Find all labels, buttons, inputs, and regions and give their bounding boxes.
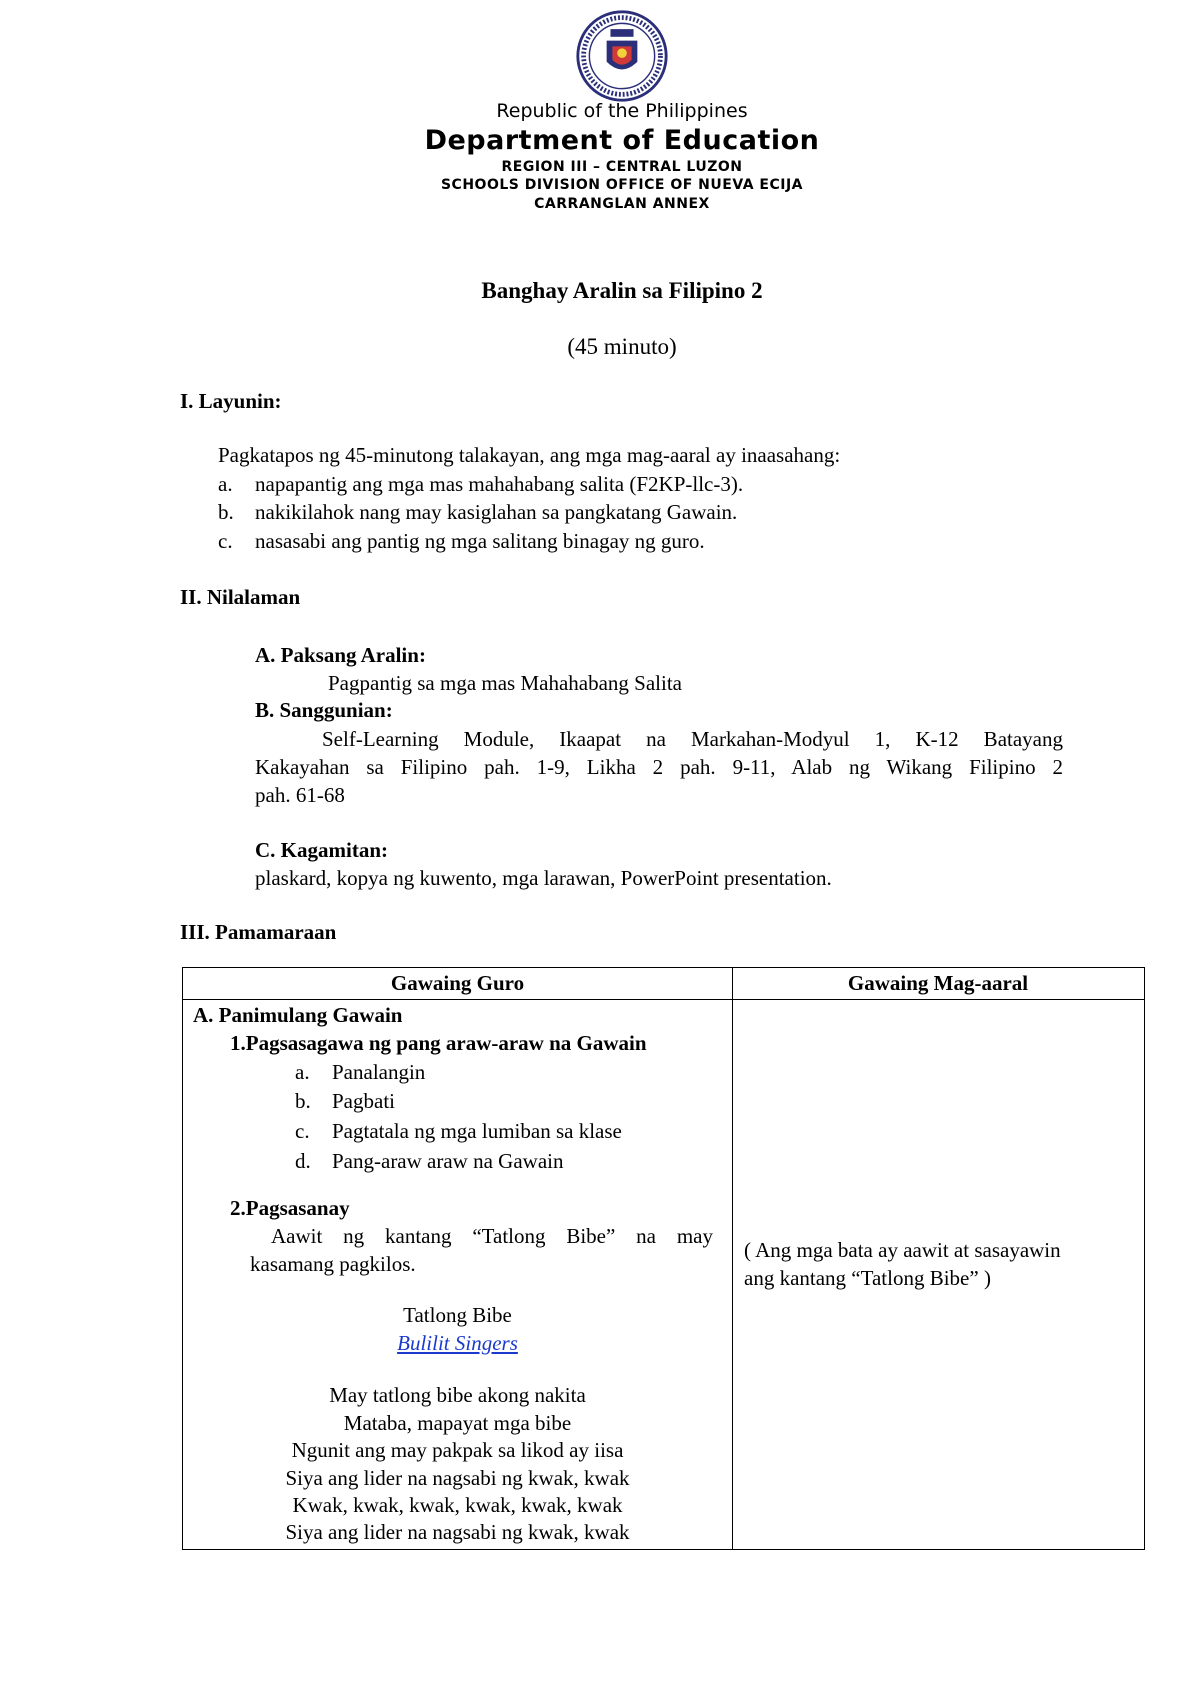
header-divider (183, 999, 1144, 1000)
lyric-line: Mataba, mapayat mga bibe (343, 1411, 572, 1435)
list-text: nasasabi ang pantig ng mga salitang binagay ng guro. (255, 529, 705, 553)
list-marker: a. (218, 472, 233, 496)
column-header-guro: Gawaing Guro (390, 971, 525, 995)
sub1-item (295, 1117, 622, 1145)
pamamaraan-heading: III. Pamamaraan (180, 920, 337, 944)
list-marker: d. (295, 1149, 311, 1173)
nilalaman-heading: II. Nilalaman (180, 585, 301, 609)
sub2-line: Aawit ng kantang “Tatlong Bibe” na may (271, 1224, 713, 1248)
sanggunian-line: Kakayahan sa Filipino pah. 1-9, Likha 2 pah. 9-11, Alab ng Wikang Filipino 2 (255, 755, 1063, 779)
sub2-line: kasamang pagkilos. (250, 1252, 416, 1276)
kagamitan-label: C. Kagamitan: (255, 838, 388, 862)
region-text: REGION III – CENTRAL LUZON (501, 159, 743, 175)
list-marker: b. (295, 1089, 311, 1113)
list-text: napapantig ang mga mas mahahabang salita (F2KP-llc-3). (255, 472, 744, 496)
list-text: Panalangin (332, 1060, 426, 1084)
list-marker: c. (218, 529, 233, 553)
layunin-item (218, 500, 737, 525)
sanggunian-line: Self-Learning Module, Ikaapat na Markahan-Modyul 1, K-12 Batayang (322, 727, 1063, 751)
song-artist-link[interactable]: Bulilit Singers (397, 1331, 518, 1355)
republic-text: Republic of the Philippines (496, 100, 748, 122)
student-activity-line: ( Ang mga bata ay aawit at sasayawin (744, 1238, 1061, 1262)
division-text: SCHOOLS DIVISION OFFICE OF NUEVA ECIJA (440, 177, 804, 193)
student-activity-line: ang kantang “Tatlong Bibe” ) (744, 1266, 991, 1290)
lesson-duration: (45 minuto) (567, 334, 677, 359)
paksa-label: A. Paksang Aralin: (255, 643, 426, 667)
lyric-line: Ngunit ang may pakpak sa likod ay iisa (291, 1438, 624, 1462)
layunin-item (218, 529, 705, 554)
sanggunian-label: B. Sanggunian: (255, 698, 393, 722)
layunin-heading: I. Layunin: (180, 389, 282, 413)
procedure-table (182, 967, 1145, 1550)
sub2-title: 2.Pagsasanay (230, 1196, 350, 1220)
list-text: Pagtatala ng mga lumiban sa klase (332, 1119, 622, 1143)
sub1-item (295, 1147, 563, 1175)
lyric-line: Siya ang lider na nagsabi ng kwak, kwak (285, 1466, 630, 1490)
column-divider (732, 968, 733, 1549)
list-marker: b. (218, 500, 234, 524)
sanggunian-line: pah. 61-68 (255, 783, 345, 807)
song-title: Tatlong Bibe (403, 1303, 512, 1327)
list-text: nakikilahok nang may kasiglahan sa pangkatang Gawain. (255, 500, 738, 524)
layunin-item (218, 472, 743, 497)
list-text: Pang-araw araw na Gawain (332, 1149, 564, 1173)
column-header-magaaral: Gawaing Mag-aaral (847, 971, 1029, 995)
list-text: Pagbati (332, 1089, 395, 1113)
sub1-item (295, 1087, 395, 1115)
song-artist-wrap (183, 1329, 732, 1357)
kagamitan-value: plaskard, kopya ng kuwento, mga larawan, PowerPoint presentation. (255, 866, 832, 890)
layunin-intro: Pagkatapos ng 45-minutong talakayan, ang mga mag-aaral ay inaasahang: (218, 443, 841, 467)
lyric-line: May tatlong bibe akong nakita (329, 1383, 586, 1407)
paksa-value: Pagpantig sa mga mas Mahahabang Salita (328, 671, 682, 695)
section-a-title: A. Panimulang Gawain (193, 1003, 403, 1027)
deped-seal (574, 8, 670, 104)
lesson-title: Banghay Aralin sa Filipino 2 (481, 278, 763, 303)
lyric-line: Kwak, kwak, kwak, kwak, kwak, kwak (292, 1493, 623, 1517)
list-marker: a. (295, 1060, 310, 1084)
department-title: Department of Education (424, 125, 820, 156)
list-marker: c. (295, 1119, 310, 1143)
annex-text: CARRANGLAN ANNEX (534, 196, 710, 212)
lyric-line: Siya ang lider na nagsabi ng kwak, kwak (285, 1520, 630, 1544)
sub1-item (295, 1058, 425, 1086)
sub1-title: 1.Pagsasagawa ng pang araw-araw na Gawain (230, 1031, 647, 1055)
